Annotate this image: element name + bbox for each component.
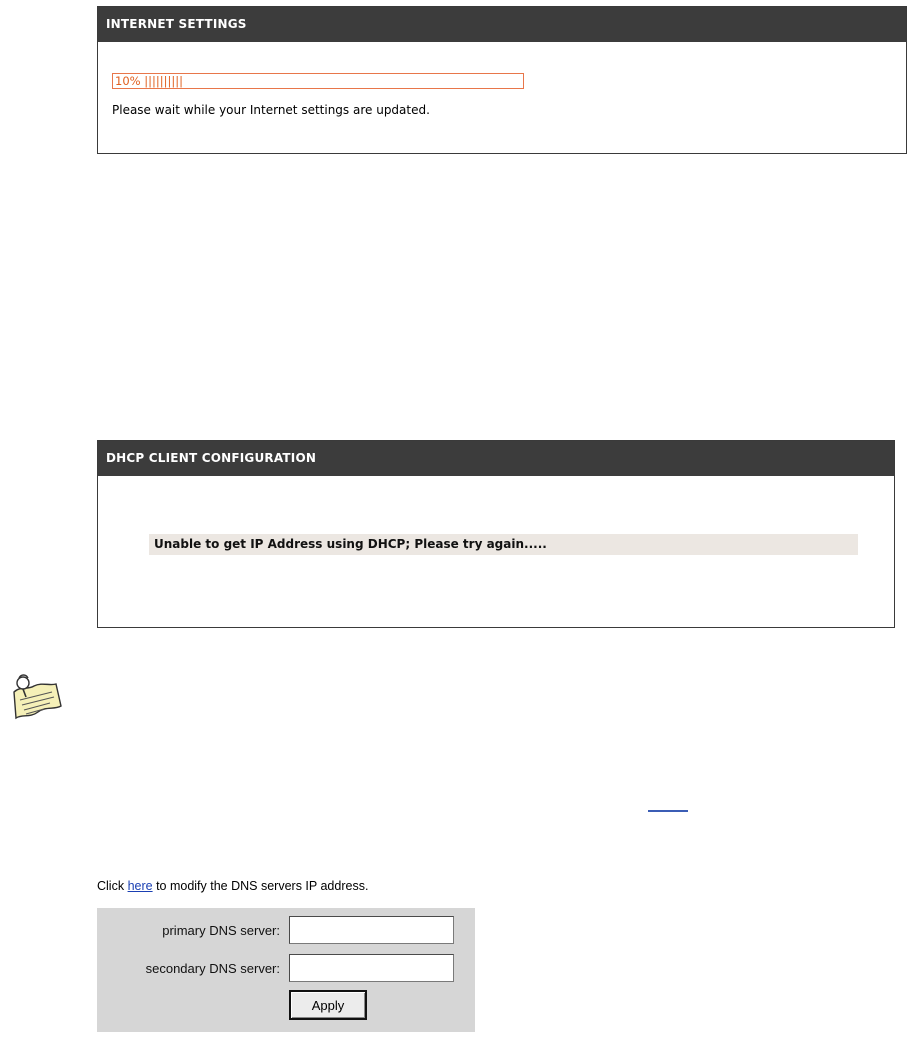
here-link[interactable]: here: [127, 879, 153, 893]
secondary-dns-label: secondary DNS server:: [145, 961, 280, 976]
primary-dns-label: primary DNS server:: [162, 923, 280, 938]
primary-dns-input[interactable]: [289, 916, 454, 944]
apply-button[interactable]: Apply: [289, 990, 367, 1020]
dhcp-client-panel: [97, 440, 895, 628]
dns-intro-prefix: Click: [97, 879, 128, 893]
dns-form: [97, 908, 475, 1032]
wait-message: Please wait while your Internet settings are updated.: [112, 103, 430, 117]
internet-settings-panel: [97, 6, 907, 154]
link-underline[interactable]: [648, 810, 688, 812]
dhcp-error-message: Unable to get IP Address using DHCP; Please try again.....: [149, 534, 858, 555]
secondary-dns-input[interactable]: [289, 954, 454, 982]
progress-text: 10% ||||||||||: [115, 74, 183, 88]
note-pin-icon: [6, 672, 64, 724]
progress-bar: [112, 73, 524, 89]
dns-intro-suffix: to modify the DNS servers IP address.: [152, 879, 369, 893]
dns-intro: [97, 879, 368, 893]
internet-settings-title: INTERNET SETTINGS: [98, 7, 906, 42]
dhcp-title: DHCP CLIENT CONFIGURATION: [98, 441, 894, 476]
